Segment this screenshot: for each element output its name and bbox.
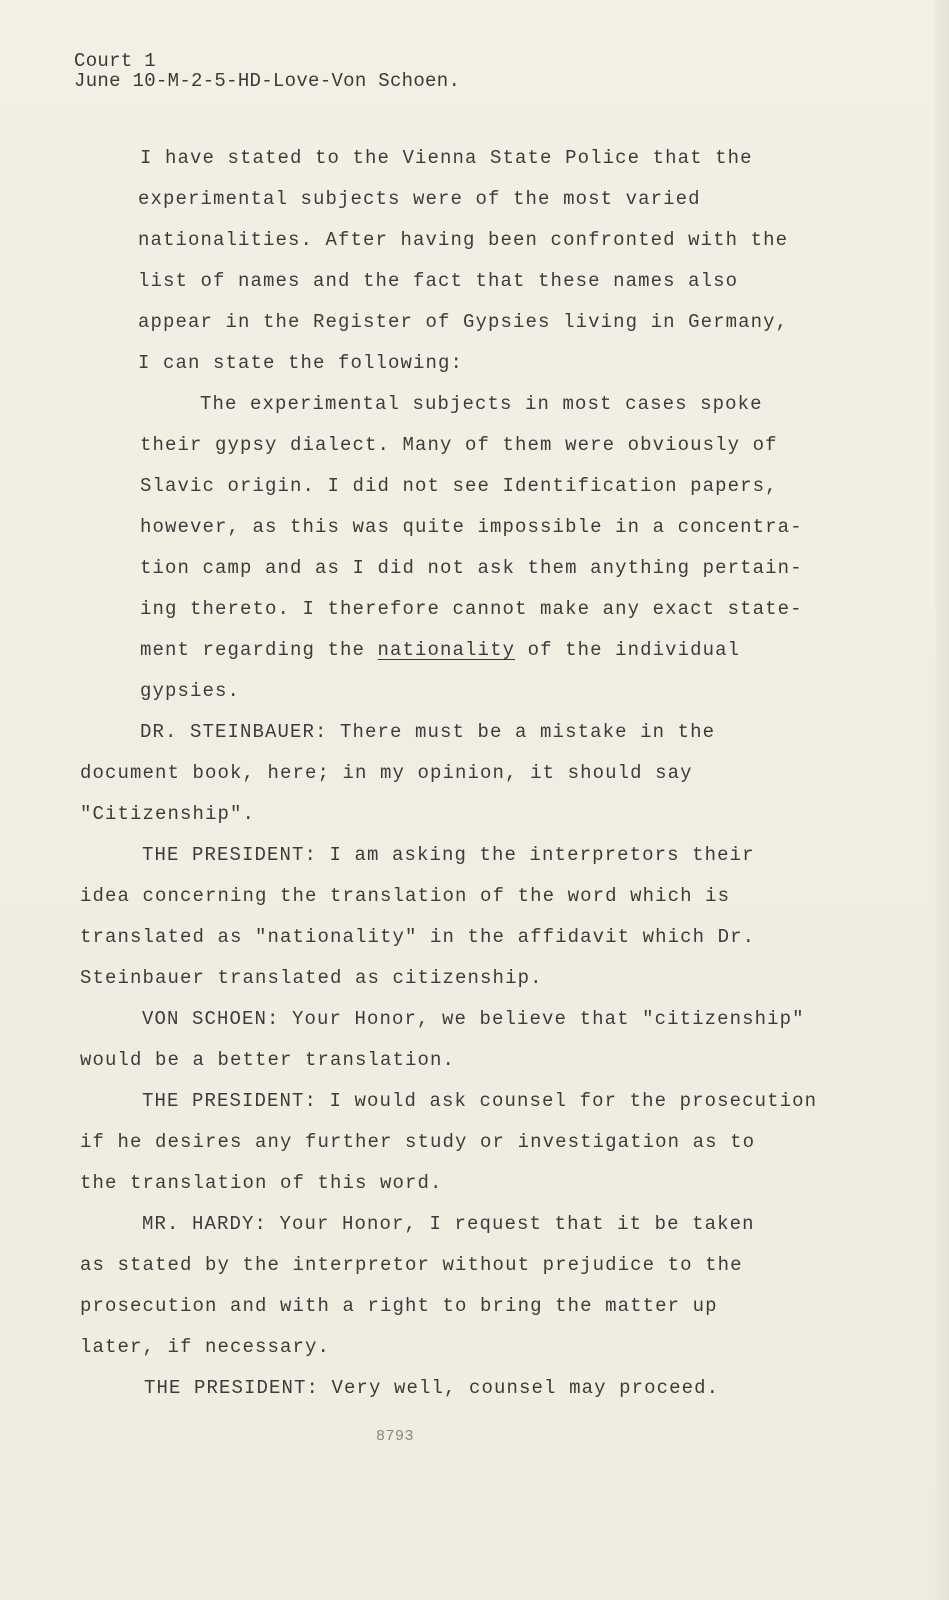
header-court: Court 1	[74, 50, 156, 72]
text-line: nationalities. After having been confronted with the	[138, 229, 789, 251]
underlined-word-nationality: nationality	[377, 639, 516, 661]
text-run: ment regarding the	[140, 639, 378, 661]
text-run: of the individual	[515, 639, 741, 661]
text-line: later, if necessary.	[80, 1336, 331, 1358]
text-line: idea concerning the translation of the word which is	[80, 885, 731, 907]
speaker-line-president: THE PRESIDENT: I would ask counsel for the prosecution	[142, 1090, 818, 1112]
text-line: document book, here; in my opinion, it should say	[80, 762, 693, 784]
text-line: if he desires any further study or investigation as to	[80, 1131, 756, 1153]
text-line: experimental subjects were of the most varied	[138, 188, 701, 210]
text-line: Steinbauer translated as citizenship.	[80, 967, 543, 989]
text-line: as stated by the interpretor without prejudice to the	[80, 1254, 743, 1276]
text-line: however, as this was quite impossible in a concentra-	[140, 516, 803, 538]
text-line: I have stated to the Vienna State Police that the	[140, 147, 753, 169]
speaker-line-steinbauer: DR. STEINBAUER: There must be a mistake in the	[140, 721, 716, 743]
text-line: would be a better translation.	[80, 1049, 456, 1071]
page-edge	[935, 0, 949, 1600]
text-line: Slavic origin. I did not see Identification papers,	[140, 475, 778, 497]
text-line	[140, 638, 740, 662]
text-line: list of names and the fact that these names also	[138, 270, 739, 292]
speaker-line-hardy: MR. HARDY: Your Honor, I request that it be taken	[142, 1213, 755, 1235]
speaker-line-president: THE PRESIDENT: Very well, counsel may proceed.	[144, 1377, 720, 1399]
text-line: their gypsy dialect. Many of them were obviously of	[140, 434, 778, 456]
text-line: translated as "nationality" in the affidavit which Dr.	[80, 926, 756, 948]
header-session-code: June 10-M-2-5-HD-Love-Von Schoen.	[74, 70, 461, 92]
speaker-line-von-schoen: VON SCHOEN: Your Honor, we believe that "citizenship"	[142, 1008, 805, 1030]
text-line: I can state the following:	[138, 352, 464, 374]
text-line: "Citizenship".	[80, 803, 256, 825]
page-number: 8793	[376, 1428, 415, 1445]
text-line: The experimental subjects in most cases spoke	[200, 393, 763, 415]
text-line: prosecution and with a right to bring the matter up	[80, 1295, 718, 1317]
speaker-line-president: THE PRESIDENT: I am asking the interpretors their	[142, 844, 755, 866]
text-line: tion camp and as I did not ask them anything pertain-	[140, 557, 803, 579]
text-line: ing thereto. I therefore cannot make any exact state-	[140, 598, 803, 620]
text-line: appear in the Register of Gypsies living in Germany,	[138, 311, 789, 333]
text-line: gypsies.	[140, 680, 241, 702]
text-line: the translation of this word.	[80, 1172, 443, 1194]
